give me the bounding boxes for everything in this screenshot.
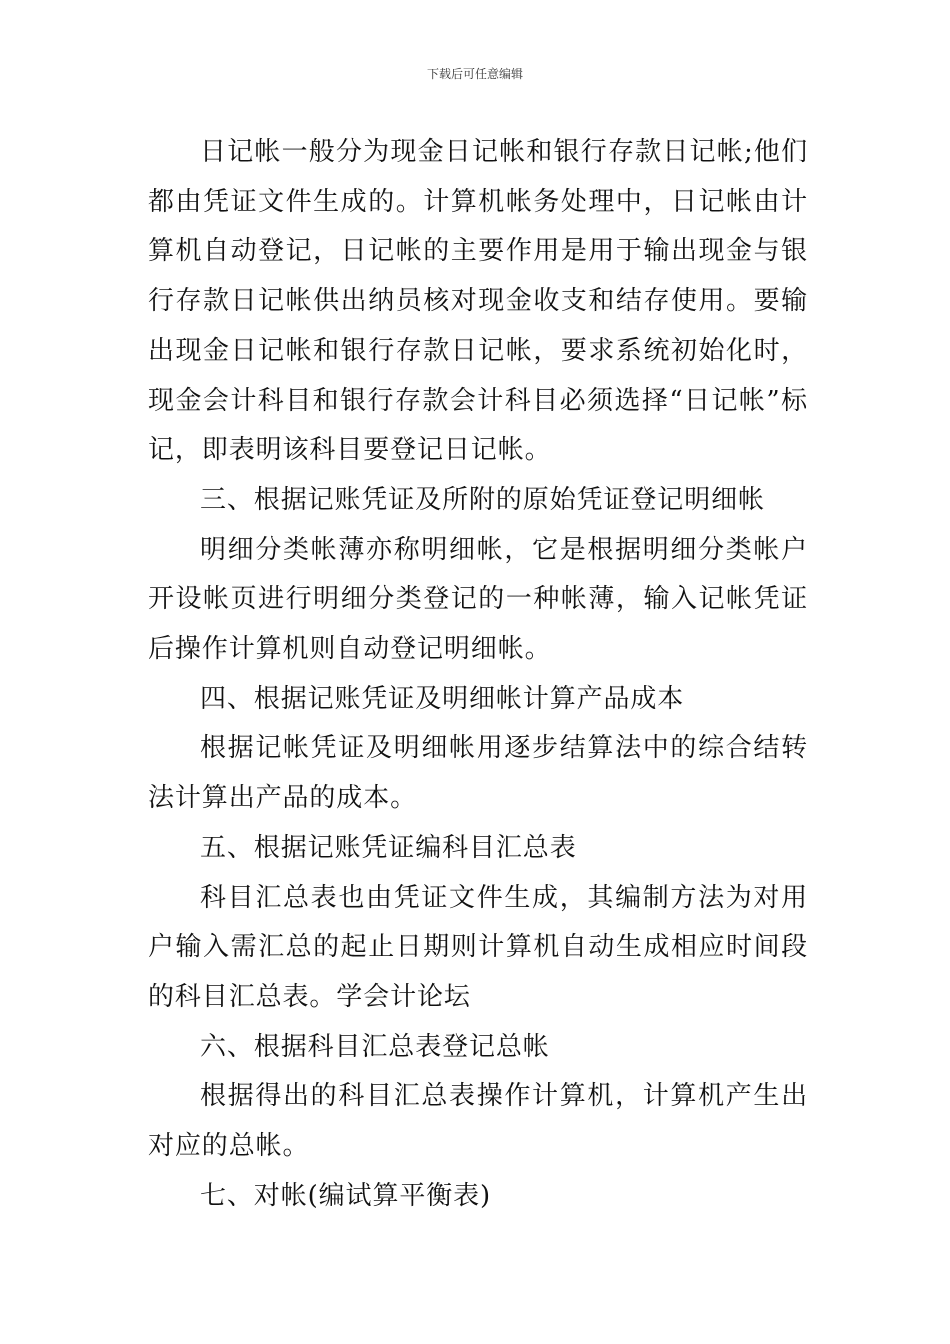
heading-step-5: 五、根据记账凭证编科目汇总表 (200, 832, 577, 863)
heading-step-3: 三、根据记账凭证及所附的原始凭证登记明细帐 (200, 484, 765, 515)
heading-step-7: 七、对帐(编试算平衡表) (200, 1180, 492, 1211)
page-header-note: 下载后可任意编辑 (426, 67, 523, 81)
paragraph-summary-table: 科目汇总表也由凭证文件生成，其编制方法为对用户输入需汇总的起止日期则计算机自动生成相应时间段的科目汇总表。学会计论坛 (148, 882, 808, 1012)
heading-step-4: 四、根据记账凭证及明细帐计算产品成本 (200, 683, 685, 714)
paragraph-product-cost: 根据记帐凭证及明细帐用逐步结算法中的综合结转法计算出产品的成本。 (148, 733, 808, 814)
paragraph-journal-intro: 日记帐一般分为现金日记帐和银行存款日记帐;他们都由凭证文件生成的。计算机帐务处理中，日记帐由计算机自动登记，日记帐的主要作用是用于输出现金与银行存款日记帐供出纳员核对现金收支和结存使用。要输出现金日记帐和银行存款日记帐，要求系统初始化时，现金会计科目和银行存款会计科目必须选择“日记帐”标记，即表明该科目要登记日记帐。 (148, 137, 808, 466)
paragraph-detail-ledger: 明细分类帐薄亦称明细帐，它是根据明细分类帐户开设帐页进行明细分类登记的一种帐薄，输入记帐凭证后操作计算机则自动登记明细帐。 (148, 534, 808, 665)
paragraph-general-ledger: 根据得出的科目汇总表操作计算机，计算机产生出对应的总帐。 (148, 1081, 808, 1162)
heading-step-6: 六、根据科目汇总表登记总帐 (200, 1031, 550, 1062)
document-body (148, 128, 808, 1221)
